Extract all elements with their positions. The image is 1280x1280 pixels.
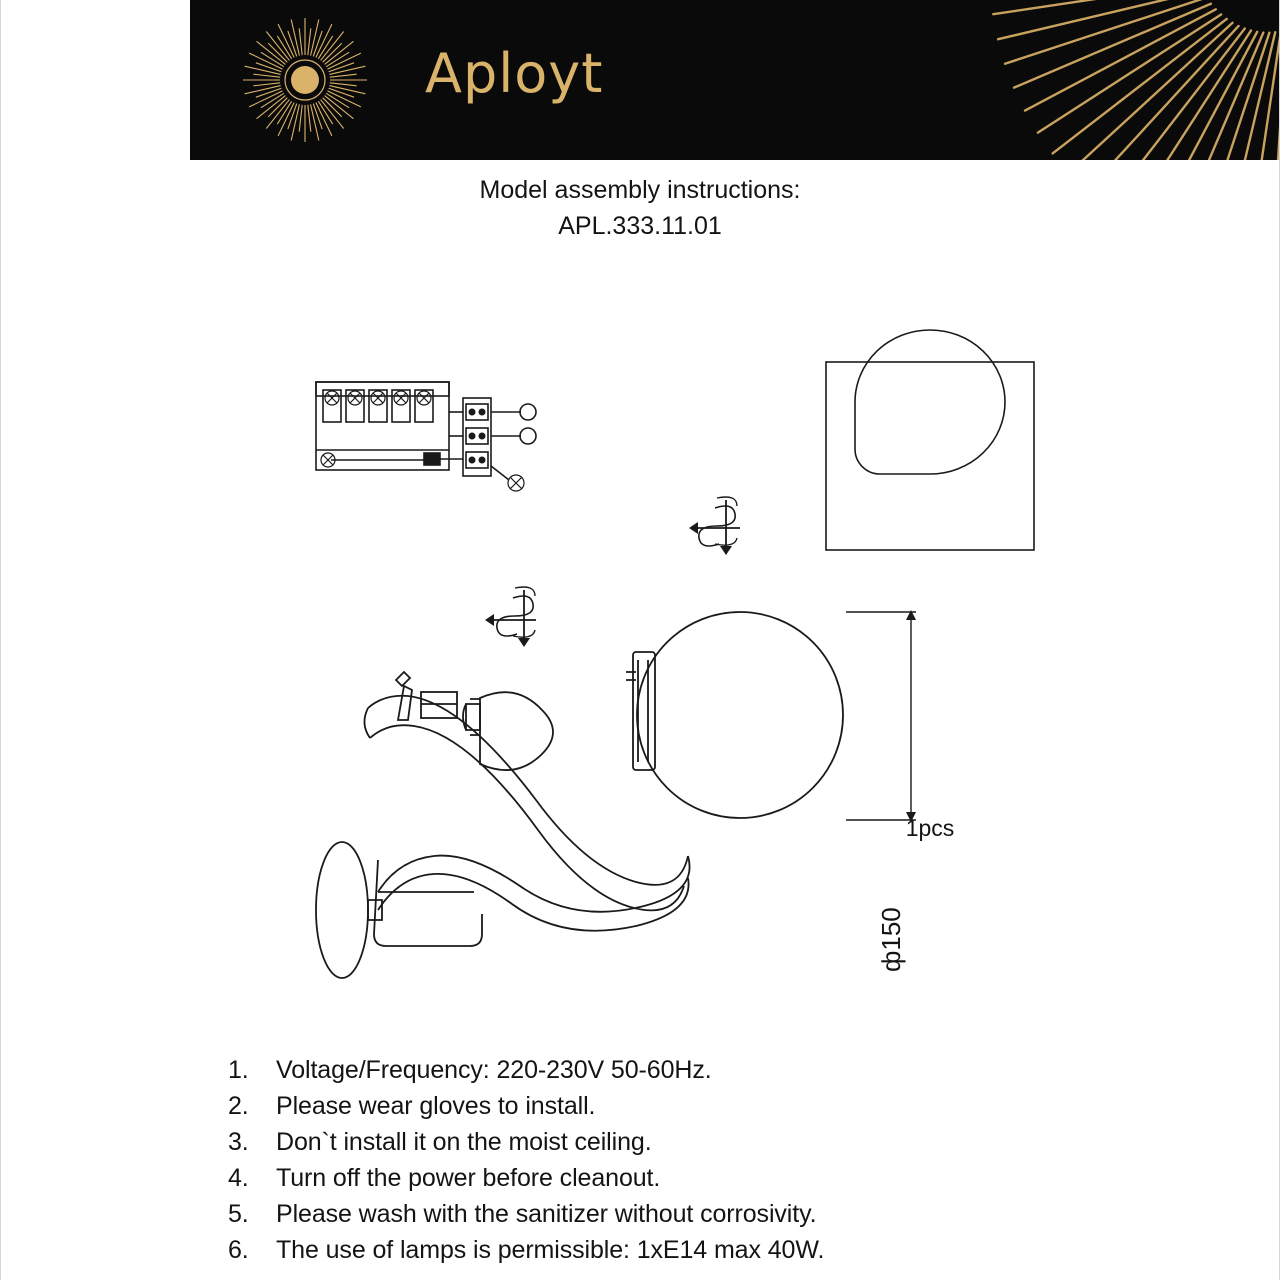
dimension-150 (846, 610, 916, 822)
glass-globe-shade-icon (855, 330, 1005, 474)
terminal-block-wiring-diagram-icon (316, 382, 536, 491)
list-item (228, 1196, 1128, 1232)
parts-quantity-box (826, 362, 1034, 550)
rotate-screw-arrow-icon (689, 497, 740, 555)
note-number: 3. (228, 1128, 249, 1156)
dimension-label: ф150 (876, 907, 906, 972)
brand-header-banner (190, 0, 1280, 160)
page-title: Model assembly instructions: (479, 176, 801, 204)
note-text: The use of lamps is permissible: 1xE14 max 40W. (276, 1236, 825, 1264)
note-number: 6. (228, 1236, 249, 1264)
model-code: APL.333.11.01 (558, 212, 722, 240)
lamp-holder-bracket (626, 652, 655, 770)
brand-name: Aployt (425, 42, 604, 105)
list-item (228, 1232, 1128, 1268)
rotate-screw-arrow-icon (485, 587, 536, 647)
parts-quantity-label: 1pcs (905, 815, 955, 841)
note-number: 5. (228, 1200, 249, 1228)
list-item (228, 1088, 1128, 1124)
safety-notes-list (228, 1052, 1128, 1268)
note-number: 4. (228, 1164, 249, 1192)
title-block (0, 172, 1280, 244)
note-text: Don`t install it on the moist ceiling. (276, 1128, 652, 1156)
sunburst-logo-icon (230, 10, 380, 150)
glass-globe-shade-icon (637, 612, 843, 818)
note-number: 2. (228, 1092, 249, 1120)
fan-rays-decoration-icon (980, 0, 1280, 160)
assembly-diagram (0, 300, 1280, 1040)
note-number: 1. (228, 1056, 249, 1084)
e14-bulb-icon (463, 692, 553, 770)
note-text: Please wear gloves to install. (276, 1092, 596, 1120)
note-text: Voltage/Frequency: 220-230V 50-60Hz. (276, 1056, 712, 1084)
note-text: Please wash with the sanitizer without corrosivity. (276, 1200, 817, 1228)
list-item (228, 1160, 1128, 1196)
list-item (228, 1124, 1128, 1160)
note-text: Turn off the power before cleanout. (276, 1164, 661, 1192)
list-item (228, 1052, 1128, 1088)
